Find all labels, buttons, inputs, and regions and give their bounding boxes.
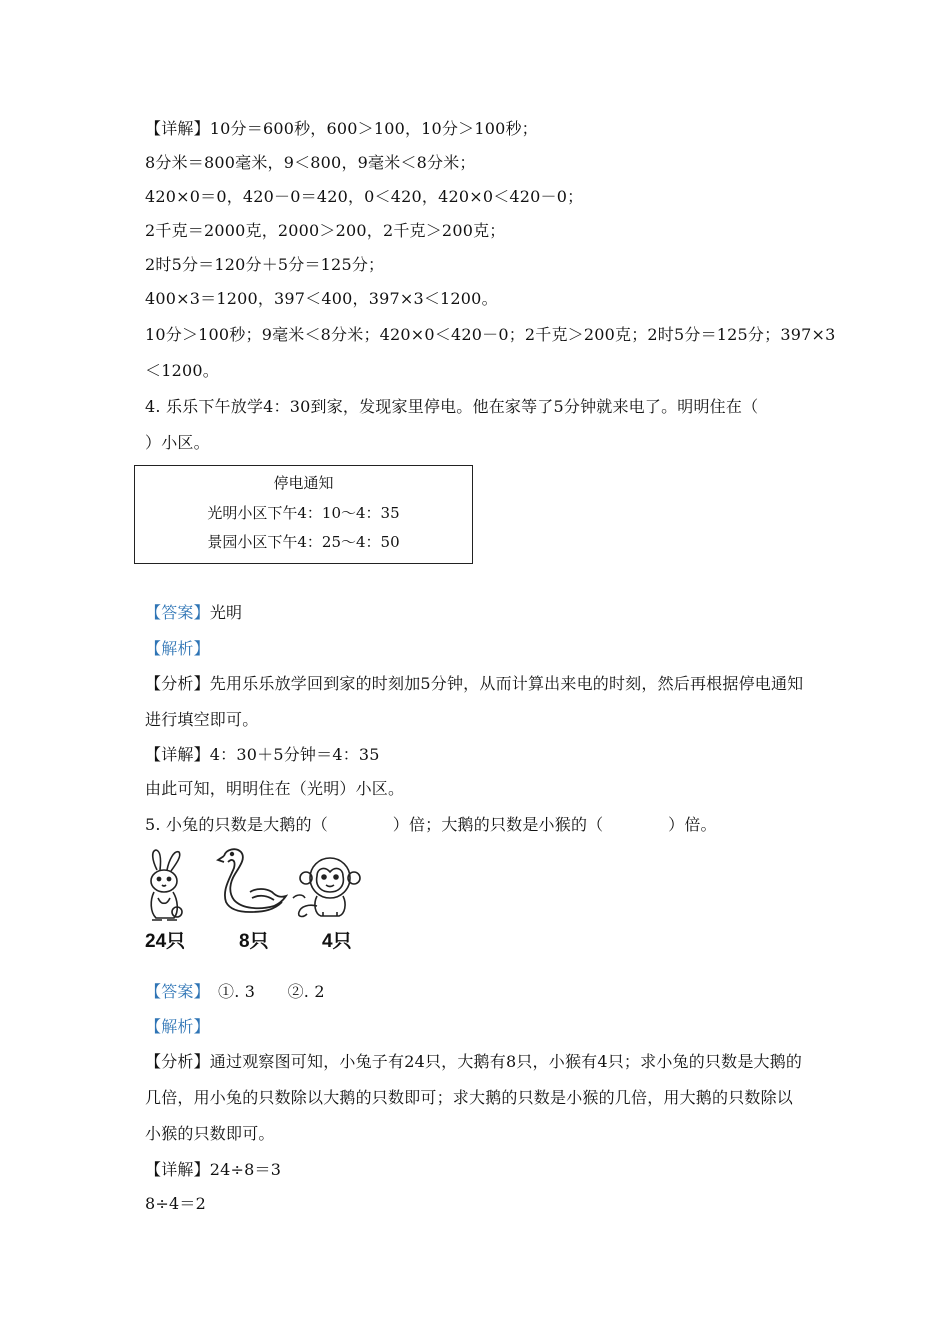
summary-line-1: 10分＞100秒；9毫米＜8分米；420×0＜420－0；2千克＞200克；2时5分＝125分；397×3 [145,325,836,344]
analysis-5-line-2: 几倍，用小兔的只数除以大鹅的只数即可；求大鹅的只数是小猴的几倍，用大鹅的只数除以 [145,1088,794,1107]
rabbit-icon [140,848,188,924]
question-5: 5. 小兔的只数是大鹅的（ ）倍；大鹅的只数是小猴的（ ）倍。 [145,815,717,834]
answer-4 [145,603,242,623]
notice-row-guangming: 光明小区下午4：10～4：35 [207,504,400,522]
detail-line-2: 8分米＝800毫米，9＜800，9毫米＜8分米； [145,153,476,172]
rabbit-count: 24只 [145,931,186,952]
detail-4-line-2: 由此可知，明明住在（光明）小区。 [145,779,405,798]
power-outage-notice [134,465,473,564]
analysis-4-line-1: 【分析】先用乐乐放学回到家的时刻加5分钟，从而计算出来电的时刻，然后再根据停电通知 [145,674,804,693]
analysis-label-5: 【解析】 [145,1017,210,1036]
detail-5-line-2: 8÷4＝2 [145,1194,206,1213]
detail-5-line-1: 【详解】24÷8＝3 [145,1160,282,1179]
answer-value: 光明 [209,603,243,622]
analysis-5-line-3: 小猴的只数即可。 [145,1124,275,1143]
monkey-count: 4只 [322,931,352,952]
detail-line-6: 400×3＝1200，397＜400，397×3＜1200。 [145,289,498,308]
analysis-4-line-2: 进行填空即可。 [145,710,259,729]
answer-label: 【答案】 [145,603,210,622]
notice-title: 停电通知 [273,474,334,492]
goose-count: 8只 [239,931,269,952]
analysis-5-line-1: 【分析】通过观察图可知，小兔子有24只，大鹅有8只，小猴有4只；求小兔的只数是大鹅的 [145,1052,803,1071]
summary-line-2: ＜1200。 [145,361,219,380]
notice-row-jingyuan: 景园小区下午4：25～4：50 [207,533,400,551]
detail-line-1: 【详解】10分＝600秒，600＞100，10分＞100秒； [145,119,538,138]
goose-icon [216,846,288,916]
question-4-line-2: ）小区。 [145,433,210,452]
detail-line-4: 2千克＝2000克，2000＞200，2千克＞200克； [145,221,506,240]
analysis-label-4: 【解析】 [145,639,210,658]
detail-line-3: 420×0＝0，420－0＝420，0＜420，420×0＜420－0； [145,187,584,206]
monkey-icon [289,854,371,920]
answer-value: ①. 3 ②. 2 [201,982,325,1001]
answer-label: 【答案】 [145,982,202,1001]
answer-5 [145,982,325,1002]
detail-4-line-1: 【详解】4：30＋5分钟＝4：35 [145,745,380,764]
question-4-line-1: 4. 乐乐下午放学4：30到家，发现家里停电。他在家等了5分钟就来电了。明明住在（ [145,397,759,416]
detail-line-5: 2时5分＝120分＋5分＝125分； [145,255,385,274]
